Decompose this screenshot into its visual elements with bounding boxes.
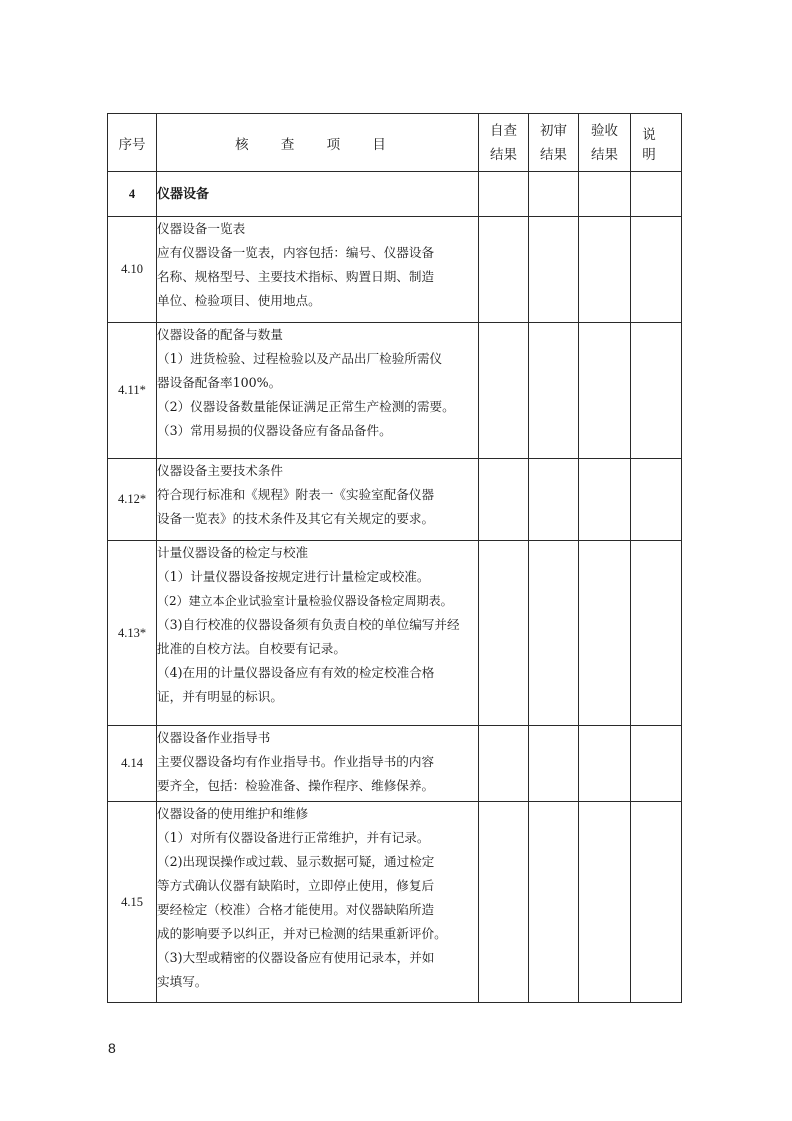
section-title-cell: [157, 172, 479, 217]
row-line: 仪器设备的使用维护和维修: [157, 806, 309, 821]
row-line: 成的影响要予以纠正，并对已检测的结果重新评价。: [157, 926, 447, 941]
header-initial-line1: 初审: [540, 122, 567, 139]
header-note-label: 说 明: [642, 126, 670, 163]
section-title: 仪器设备: [157, 186, 210, 202]
table-row: [108, 323, 682, 459]
header-acceptance: [579, 114, 631, 172]
row-content: [157, 323, 479, 459]
initial-review-cell[interactable]: [529, 217, 579, 323]
section-number: 4: [108, 172, 157, 217]
row-id: 4.14: [108, 726, 157, 802]
page-number: 8: [108, 1040, 116, 1056]
row-line: （1）进货检验、过程检验以及产品出厂检验所需仪: [157, 351, 443, 366]
self-check-cell[interactable]: [479, 541, 529, 726]
initial-review-cell[interactable]: [529, 802, 579, 1003]
row-line: 要经检定（校准）合格才能使用。对仪器缺陷所造: [157, 902, 435, 917]
table-row: [108, 541, 682, 726]
header-self-check: [479, 114, 529, 172]
self-check-cell[interactable]: [479, 802, 529, 1003]
self-check-cell[interactable]: [479, 172, 529, 217]
note-cell[interactable]: [631, 217, 682, 323]
table-row: [108, 726, 682, 802]
acceptance-cell[interactable]: [579, 323, 631, 459]
row-id: 4.11*: [108, 323, 157, 459]
note-cell[interactable]: [631, 802, 682, 1003]
acceptance-cell[interactable]: [579, 217, 631, 323]
header-self-line2: 结果: [490, 146, 517, 163]
row-line: 实填写。: [157, 974, 208, 989]
row-id: 4.10: [108, 217, 157, 323]
row-line: （3)大型或精密的仪器设备应有使用记录本，并如: [157, 950, 435, 965]
note-cell[interactable]: [631, 323, 682, 459]
self-check-cell[interactable]: [479, 459, 529, 541]
acceptance-cell[interactable]: [579, 726, 631, 802]
row-line: 符合现行标准和《规程》附表一《实验室配备仪器: [157, 487, 435, 502]
initial-review-cell[interactable]: [529, 726, 579, 802]
header-item: [157, 114, 479, 172]
note-cell[interactable]: [631, 541, 682, 726]
row-line: （4)在用的计量仪器设备应有有效的检定校准合格: [157, 665, 435, 680]
row-id: 4.13*: [108, 541, 157, 726]
row-content: [157, 459, 479, 541]
header-note: [631, 114, 682, 172]
row-line: 证，并有明显的标识。: [157, 689, 283, 704]
row-line: 仪器设备一览表: [157, 221, 246, 236]
row-line: （3）常用易损的仪器设备应有备品备件。: [157, 423, 392, 438]
table-header-row: [108, 114, 682, 172]
row-line: 仪器设备作业指导书: [157, 730, 271, 745]
header-seq: 序号: [108, 114, 157, 172]
row-line: （1）计量仪器设备按规定进行计量检定或校准。: [157, 569, 430, 584]
header-initial-line2: 结果: [540, 146, 567, 163]
row-line: 批准的自校方法。自校要有记录。: [157, 641, 346, 656]
row-content: [157, 541, 479, 726]
row-line: （3)自行校准的仪器设备须有负责自校的单位编写并经: [157, 617, 460, 632]
acceptance-cell[interactable]: [579, 541, 631, 726]
section-row: [108, 172, 682, 217]
row-line: 要齐全，包括：检验准备、操作程序、维修保养。: [157, 778, 435, 793]
initial-review-cell[interactable]: [529, 323, 579, 459]
row-content: [157, 217, 479, 323]
header-initial-review: [529, 114, 579, 172]
row-content: [157, 802, 479, 1003]
row-line: 应有仪器设备一览表，内容包括：编号、仪器设备: [157, 245, 435, 260]
acceptance-cell[interactable]: [579, 172, 631, 217]
row-line: （2）仪器设备数量能保证满足正常生产检测的需要。: [157, 399, 455, 414]
row-line: 器设备配备率100%。: [157, 375, 282, 390]
header-self-line1: 自查: [490, 122, 517, 139]
header-item-label: 核 查 项 目: [235, 136, 400, 153]
initial-review-cell[interactable]: [529, 172, 579, 217]
initial-review-cell[interactable]: [529, 459, 579, 541]
header-accept-line1: 验收: [591, 122, 618, 139]
row-line: 主要仪器设备均有作业指导书。作业指导书的内容: [157, 754, 435, 769]
row-content: [157, 726, 479, 802]
row-line: （2)出现误操作或过载、显示数据可疑，通过检定: [157, 854, 435, 869]
table-row: [108, 217, 682, 323]
row-line: 计量仪器设备的检定与校准: [157, 545, 309, 560]
table-row: [108, 459, 682, 541]
note-cell[interactable]: [631, 172, 682, 217]
row-line: 单位、检验项目、使用地点。: [157, 293, 321, 308]
row-line: 等方式确认仪器有缺陷时，立即停止使用，修复后: [157, 878, 435, 893]
self-check-cell[interactable]: [479, 217, 529, 323]
row-line: 仪器设备的配备与数量: [157, 327, 283, 342]
acceptance-cell[interactable]: [579, 459, 631, 541]
self-check-cell[interactable]: [479, 323, 529, 459]
row-id: 4.15: [108, 802, 157, 1003]
note-cell[interactable]: [631, 459, 682, 541]
self-check-cell[interactable]: [479, 726, 529, 802]
row-line: （1）对所有仪器设备进行正常维护，并有记录。: [157, 830, 430, 845]
row-line: 名称、规格型号、主要技术指标、购置日期、制造: [157, 269, 435, 284]
row-line: （2）建立本企业试验室计量检验仪器设备检定周期表。: [157, 594, 453, 608]
row-id: 4.12*: [108, 459, 157, 541]
row-line: 设备一览表》的技术条件及其它有关规定的要求。: [157, 511, 435, 526]
acceptance-cell[interactable]: [579, 802, 631, 1003]
row-line: 仪器设备主要技术条件: [157, 463, 283, 478]
initial-review-cell[interactable]: [529, 541, 579, 726]
header-accept-line2: 结果: [591, 146, 618, 163]
note-cell[interactable]: [631, 726, 682, 802]
inspection-checklist-table: [107, 113, 682, 1003]
table-row: [108, 802, 682, 1003]
